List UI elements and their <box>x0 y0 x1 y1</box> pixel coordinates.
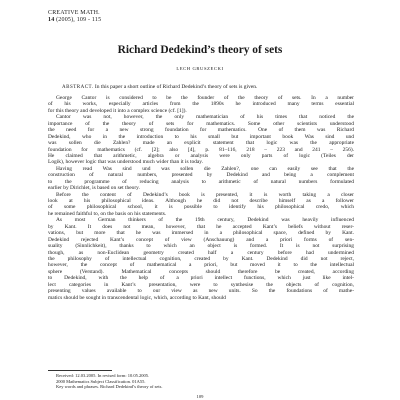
journal-header <box>48 10 101 24</box>
paragraph-line: Dedekind, who in the introduction to his small but important book Was sind und <box>48 133 354 140</box>
paragraph-line: however, the concept of mathematical a priori, but moved it to the intellectual <box>48 262 354 269</box>
abstract <box>62 84 338 92</box>
paragraph-line: for this theory and developed it into a complex science (cf. [1]). <box>48 107 187 114</box>
paragraph-line: earlier by Dirichlet, is based on set theory. <box>48 185 140 192</box>
paragraph-line: vations, but more that he was immersed in a philosophical space, defined by Kant. <box>48 230 354 237</box>
paragraph-line: sphere (Verstand). Mathematical concepts should therefore be created, according <box>48 268 354 275</box>
paragraph-line: importance of the theory of sets for mathematics. Some other scientists understood <box>48 120 354 127</box>
paragraph-line: of his works, especially articles from the 1890s he introduced many terms essential <box>48 101 354 108</box>
paragraph-line: presenting values available to our view as new units. So the foundations of mathe- <box>48 288 354 295</box>
paragraph-line: As most German thinkers of the 19th century, Dedekind was heavily influenced <box>56 217 354 224</box>
paragraph-line: by Kant. It does not mean, however, that he accepted Kant’s beliefs without reser- <box>48 223 354 230</box>
abstract-label: ABSTRACT. <box>62 85 94 90</box>
paragraph-line: of some philosophical school, it is possible to identify his philosophical credo, which <box>48 204 354 211</box>
journal-year-pages: (2005), 109 - 115 <box>56 17 102 24</box>
paragraph-line: the need for a new strong foundation for mathematics. One of them was Richard <box>48 127 354 134</box>
journal-volume-line <box>48 17 101 24</box>
paragraph-line: to the programme of reducing analysis to arithmetic of natural numbers formulated <box>48 178 354 185</box>
paragraph-line: He claimed that arithmetic, algebra or analysis were only parts of logic (Teiles der <box>48 152 354 159</box>
paragraph-line: lect categories in Kant’s presentation, were to synthesise the objects of cognition, <box>48 281 354 288</box>
paragraph-line: the philosophy of intellectual cognition, created by Kant. Dedekind did not reject, <box>48 255 354 262</box>
paragraph-line: though, as non-Euclidean geometry created half a century before had undermined <box>48 249 354 256</box>
paragraph-line: construction of natural numbers, presented by Dedekind and being a complement <box>48 172 354 179</box>
paragraph-line: to Dedekind, with the help of a priori intellect functions, which just like intel- <box>48 275 354 282</box>
footnote-rule <box>48 370 112 371</box>
paragraph-line: Before the content of Dedekind’s book is presented, it is worth taking a closer <box>56 191 354 198</box>
footnote: Received: 12.03.2005. In revised form: 10.05.2005. <box>56 373 150 378</box>
abstract-text: In this paper a short outline of Richard Dedekind’s theory of sets is given. <box>94 84 258 90</box>
footnotes <box>56 373 162 390</box>
page-number: 109 <box>196 394 204 399</box>
paragraph-line: Logik), however logic that was understood much wider than it is today. <box>48 159 204 166</box>
paragraph-line: look at his philosophical ideas. Although he did not describe himself as a follower <box>48 198 354 204</box>
paragraph-line: Cantor was not, however, the only mathematician of his times that noticed the <box>56 114 354 121</box>
paragraph-line: Having read Was sind und was sollen die Zahlen?, one can easily see that the <box>56 165 354 172</box>
paragraph-line: Dedekind rejected Kant’s concept of view (Anschauung) and a priori forms of sen- <box>48 236 354 243</box>
paragraph-line: foundation for mathematics (cf. [2]; also [4], p. 81–116, 218 – 223 and 241 – 256). <box>48 146 354 153</box>
paper-author: LECH GRUSZECKI <box>176 66 224 71</box>
journal-volume: 14 <box>48 17 55 24</box>
footnote: Key words and phrases. Richard Dedekind’s theory of sets. <box>56 384 163 390</box>
journal-name: CREATIVE MATH. <box>48 10 100 16</box>
footnote: 2000 Mathematics Subject Classification. 01A55. <box>56 378 146 384</box>
paragraph-line: was sollen die Zahlen? made an explicit statement that logic was the appropriate <box>48 140 354 147</box>
paragraph-line: George Cantor is considered to be the founder of the theory of sets. In a number <box>56 95 354 101</box>
paragraph-line: suality (Sinnlichkeit), thanks to which an object is formed. It is not surprising <box>48 243 354 250</box>
paragraph-line: he remained faithful to, on the basis on his statements. <box>48 210 167 217</box>
body-text <box>48 95 354 301</box>
paragraph-line: matics should be sought in transcendental logic, which, according to Kant, should <box>48 294 226 301</box>
paper-title: Richard Dedekind’s theory of sets <box>117 44 283 56</box>
